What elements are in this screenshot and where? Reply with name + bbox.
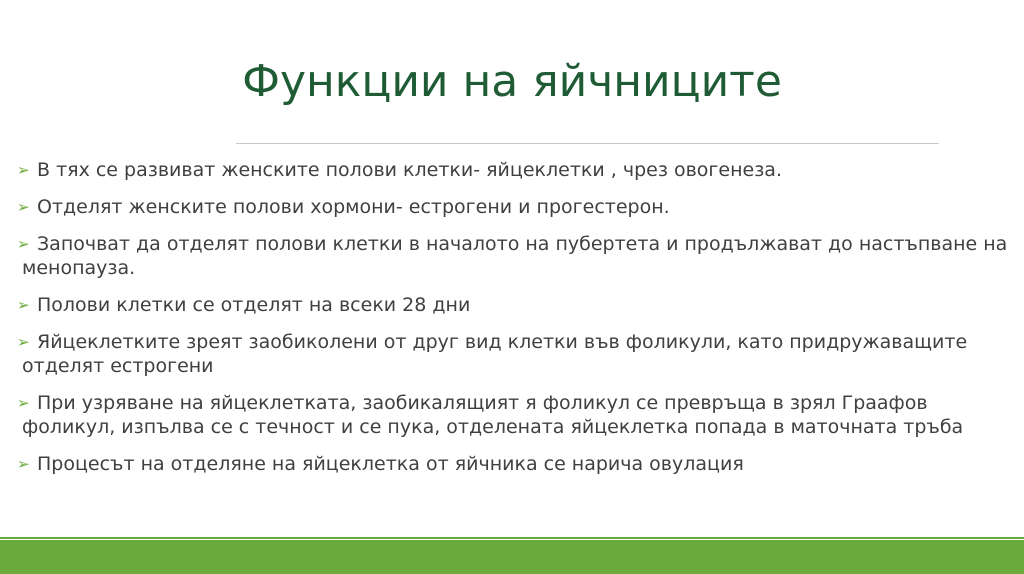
bullet-text: Яйцеклетките зреят заобиколени от друг вид клетки във фоликули, като придружаващите отделят естрогени xyxy=(22,331,968,377)
bullet-text: Започват да отделят полови клетки в началото на пубертета и продължават до настъпване на менопауза. xyxy=(22,233,1008,279)
bullet-list xyxy=(17,158,1017,489)
arrow-bullet-icon: ➢ xyxy=(17,333,30,351)
arrow-bullet-icon: ➢ xyxy=(17,394,30,412)
bullet-item xyxy=(17,293,1017,317)
arrow-bullet-icon: ➢ xyxy=(17,161,30,179)
footer-accent-bar xyxy=(0,540,1024,574)
footer-accent-line xyxy=(0,537,1024,539)
bullet-item xyxy=(17,391,1017,439)
bullet-text: В тях се развиват женските полови клетки- яйцеклетки , чрез овогенеза. xyxy=(37,159,782,181)
arrow-bullet-icon: ➢ xyxy=(17,455,30,473)
bullet-item xyxy=(17,452,1017,476)
bullet-item xyxy=(17,158,1017,182)
arrow-bullet-icon: ➢ xyxy=(17,198,30,216)
slide-title: Функции на яйчниците xyxy=(242,56,782,107)
bullet-text: Процесът на отделяне на яйцеклетка от яйчника се нарича овулация xyxy=(37,453,744,475)
title-divider xyxy=(236,143,939,144)
bullet-item xyxy=(17,195,1017,219)
arrow-bullet-icon: ➢ xyxy=(17,296,30,314)
bullet-text: Отделят женските полови хормони- естрогени и прогестерон. xyxy=(37,196,670,218)
bullet-item xyxy=(17,232,1017,280)
bullet-text: Полови клетки се отделят на всеки 28 дни xyxy=(37,294,471,316)
bullet-item xyxy=(17,330,1017,378)
bullet-text: При узряване на яйцеклетката, заобикалящият я фоликул се превръща в зрял Граафов фоликул, изпълва се с течност и се пука, отделената яйцеклетка попада в маточната тръба xyxy=(22,392,964,438)
arrow-bullet-icon: ➢ xyxy=(17,235,30,253)
